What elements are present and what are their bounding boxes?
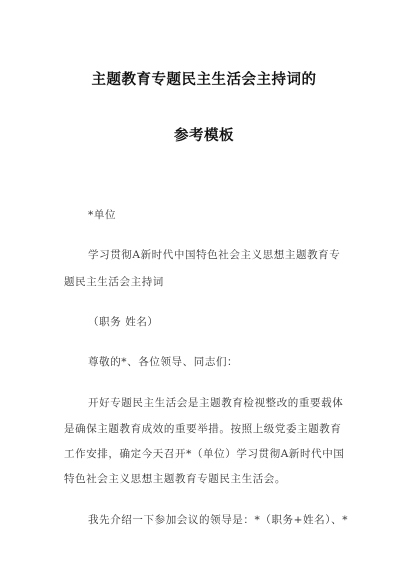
document-title-line1: 主题教育专题民主生活会主持词的 (91, 72, 317, 88)
greeting: 尊敬的*、各位领导、同志们： (88, 356, 239, 368)
intro-text-line2: 题民主生活会主持词 (64, 276, 164, 288)
document-title-line2: 参考模板 (174, 128, 234, 144)
paragraph1-line1: 开好专题民主生活会是主题教育检视整改的重要载体 (88, 397, 344, 409)
unit-label: *单位 (88, 209, 117, 221)
paragraph1-line4: 特色社会主义思想主题教育专题民主生活会。 (64, 473, 286, 485)
position-name: （职务 姓名） (88, 316, 159, 328)
paragraph1-line3: 工作安排，确定今天召开*（单位）学习贯彻A新时代中国 (64, 448, 345, 460)
paragraph1-line2: 是确保主题教育成效的重要举措。按照上级党委主题教育 (64, 423, 342, 435)
intro-text-line1: 学习贯彻A新时代中国特色社会主义思想主题教育专 (88, 249, 341, 261)
paragraph2-line1: 我先介绍一下参加会议的领导是：*（职务+姓名）、* (88, 514, 349, 526)
